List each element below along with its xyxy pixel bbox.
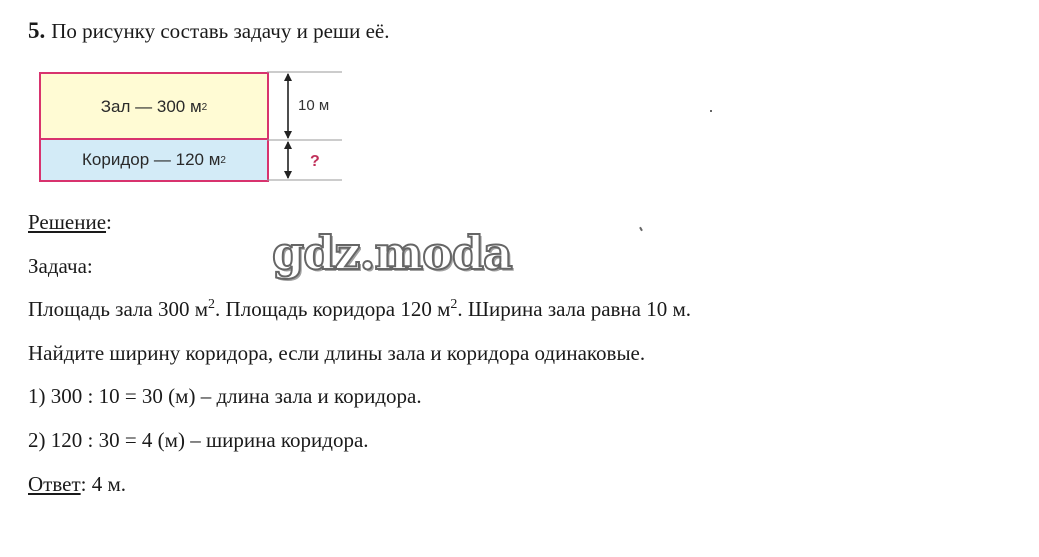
task-instruction: По рисунку составь задачу и реши её. — [51, 19, 390, 43]
solution-step-2: 2) 120 : 30 = 4 (м) – ширина коридора. — [28, 428, 369, 452]
problem-question: Найдите ширину коридора, если длины зала и коридора одинаковые. — [28, 341, 646, 365]
task-number: 5. — [28, 18, 46, 43]
corridor-arrow-bottom — [284, 171, 292, 179]
scan-speck — [639, 227, 643, 231]
answer-value: : 4 м. — [80, 472, 127, 496]
dimension-lines — [30, 64, 360, 194]
solution-heading — [28, 208, 112, 236]
task-header — [28, 16, 389, 46]
problem-statement — [28, 295, 691, 323]
solution-step-1: 1) 300 : 10 = 30 (м) – длина зала и коридора. — [28, 384, 422, 408]
hall-arrow-bottom — [284, 131, 292, 139]
task-label: Задача: — [28, 254, 93, 278]
area-diagram — [30, 64, 360, 194]
watermark-logo: gdz.moda — [272, 226, 512, 280]
problem-sup-2: 2 — [450, 297, 458, 312]
hall-width-label: 10 м — [298, 97, 330, 114]
answer-line — [28, 470, 126, 498]
hall-arrow-top — [284, 73, 292, 81]
corridor-width-unknown: ? — [310, 153, 320, 170]
corridor-arrow-top — [284, 141, 292, 149]
problem-part-1: Площадь зала 300 м — [28, 297, 209, 321]
hall-label-sup: 2 — [201, 101, 208, 113]
corridor-label-sup: 2 — [220, 154, 226, 166]
problem-sup-1: 2 — [208, 297, 216, 312]
problem-part-3: . Ширина зала равна 10 м. — [457, 297, 692, 321]
solution-heading-text: Решение — [28, 210, 107, 234]
corridor-label: Коридор — 120 м — [82, 150, 221, 169]
solution-heading-colon: : — [106, 210, 112, 234]
hall-label: Зал — 300 м — [100, 97, 202, 116]
answer-label: Ответ — [28, 472, 81, 496]
problem-part-2: . Площадь коридора 120 м — [215, 297, 451, 321]
scan-speck — [710, 110, 712, 112]
